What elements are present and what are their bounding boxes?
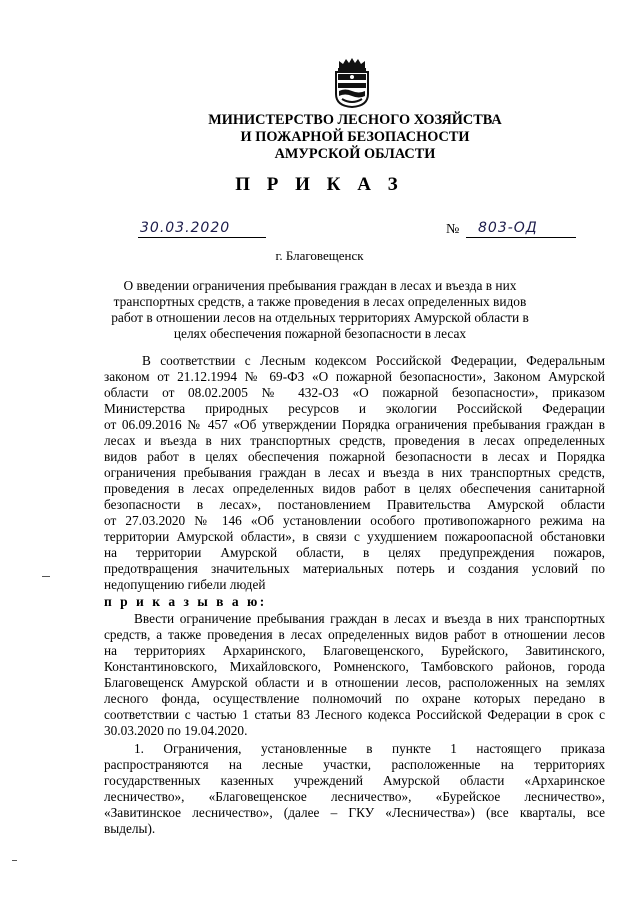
number-label: №: [446, 222, 460, 237]
order-line: Константиновского, Михайловского, Ромненского, Тамбовского районов, города: [104, 659, 605, 674]
handwritten-number: 803-ОД: [478, 220, 538, 236]
item-1-line: распространяются на лесные участки, расположенные на территориях: [104, 757, 605, 772]
order-line: Ввести ограничение пребывания граждан в лесах и въезда в них транспортных: [134, 611, 605, 626]
handwritten-date: 30.03.2020: [140, 220, 231, 236]
order-line: Благовещенск Амурской области и в отношении лесов, расположенных на землях: [104, 675, 605, 690]
preamble-line: от 06.09.2016 № 457 «Об утверждении Порядка ограничения пребывания граждан в: [104, 417, 605, 432]
document-title: П Р И К А З: [235, 174, 404, 195]
coat-of-arms-emblem: [333, 58, 371, 108]
item-1-line: 1. Ограничения, установленные в пункте 1 настоящего приказа: [134, 741, 605, 756]
order-line: на территориях Архаринского, Благовещенского, Бурейского, Завитинского,: [104, 643, 605, 658]
order-subject: О введении ограничения пребывания граждан в лесах и въезда в них транспортных средств, а также проведения в лесах определенных видов работ в отношении лесов на отдельных территориях Амурской области в целях обеспечения пожарной безопасности в лесах: [111, 278, 529, 341]
preamble-line: видов работ в целях обеспечения пожарной безопасности в лесах и Порядка: [104, 449, 605, 464]
item-1-line: «Завитинское лесничество», (далее – ГКУ «Лесничества») (все кварталы, все: [104, 805, 605, 820]
ministry-name-line-3: АМУРСКОЙ ОБЛАСТИ: [274, 146, 436, 162]
order-line: лесного фонда, осуществление полномочий по охране которых передано в: [104, 691, 605, 706]
preamble-line: лесах и въезда в них транспортных средств, проведения в лесах определенных: [104, 433, 605, 448]
preamble-line: законом от 21.12.1994 № 69-ФЗ «О пожарной безопасности», Законом Амурской: [104, 369, 605, 384]
number-underline: [466, 237, 576, 238]
order-line: 30.03.2020 по 19.04.2020.: [104, 723, 248, 738]
preamble-line: ограничения пребывания граждан в лесах и въезда в них транспортных средств,: [104, 465, 605, 480]
city-line: г. Благовещенск: [275, 248, 364, 263]
order-line: соответствии с частью 1 статьи 83 Лесного кодекса Российской Федерации в срок с: [104, 707, 605, 722]
item-1-line: лесничество», «Благовещенское лесничество», «Бурейское лесничество»,: [104, 789, 605, 804]
item-1-line: государственных казенных учреждений Амурской области «Архаринское: [104, 773, 605, 788]
order-directive-word: п р и к а з ы в а ю:: [104, 594, 267, 609]
date-underline: [138, 237, 266, 238]
order-line: средств, а также проведения в лесах определенных видов работ в отношении лесов: [104, 627, 605, 642]
ministry-name-line-2: И ПОЖАРНОЙ БЕЗОПАСНОСТИ: [240, 129, 470, 145]
margin-mark: [42, 576, 50, 577]
preamble-line: недопущению гибели людей: [104, 577, 266, 592]
preamble-line: от 27.03.2020 № 146 «Об установлении особого противопожарного режима на: [104, 513, 605, 528]
crown-icon: [338, 58, 366, 71]
preamble-line: предотвращения значительных материальных потерь и создания условий по: [104, 561, 605, 576]
ministry-name-line-1: МИНИСТЕРСТВО ЛЕСНОГО ХОЗЯЙСТВА: [208, 112, 502, 128]
preamble-line: на территории Амурской области, в целях предупреждения пожаров,: [104, 545, 605, 560]
preamble-line: территории Амурской области», в связи с ухудшением пожароопасной обстановки: [104, 529, 605, 544]
preamble-line: Министерства природных ресурсов и экологии Российской Федерации: [104, 401, 605, 416]
preamble-line: области от 08.02.2005 № 432-ОЗ «О пожарной безопасности», приказом: [104, 385, 605, 400]
item-1-line: выделы).: [104, 821, 156, 836]
preamble-line: В соответствии с Лесным кодексом Российской Федерации, Федеральным: [142, 353, 605, 368]
margin-mark: [12, 860, 17, 861]
preamble-line: проведения в лесах определенных видов работ в целях обеспечения санитарной: [104, 481, 605, 496]
preamble-line: безопасности в лесах», постановлением Правительства Амурской области: [104, 497, 605, 512]
